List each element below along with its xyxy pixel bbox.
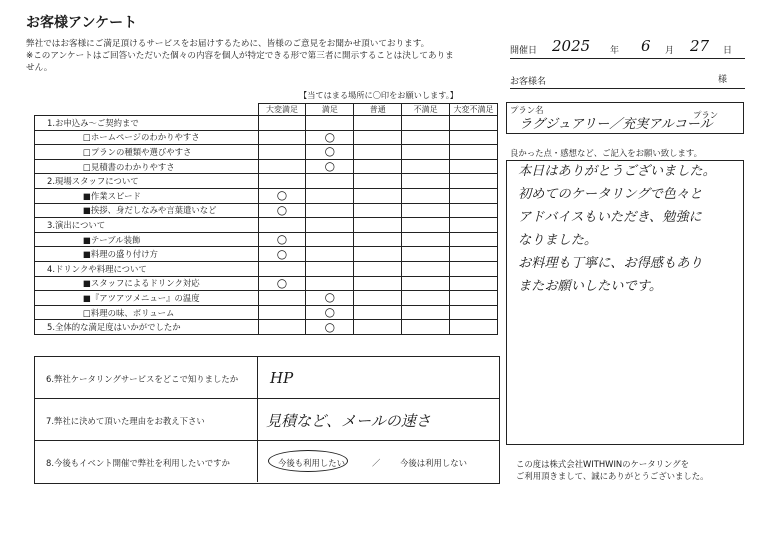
- rating-cell[interactable]: [354, 276, 402, 291]
- rating-cell[interactable]: [402, 320, 450, 335]
- comment-text: [510, 160, 740, 298]
- rating-cell[interactable]: [354, 232, 402, 247]
- rating-cell[interactable]: [402, 305, 450, 320]
- rating-cell[interactable]: [354, 291, 402, 306]
- rating-cell[interactable]: [402, 203, 450, 218]
- rating-cell[interactable]: [306, 232, 354, 247]
- comment-line: お料理も丁寧に、お得感もあり: [518, 256, 703, 271]
- comment-line: 本日はありがとうございました。: [518, 164, 716, 179]
- date-year: 2025: [552, 37, 591, 55]
- rating-row: [35, 261, 498, 276]
- rating-row: [35, 174, 498, 189]
- rating-cell[interactable]: [450, 174, 498, 189]
- rating-item-label: ■スタッフによるドリンク対応: [35, 276, 259, 291]
- circle-mark: ○: [324, 129, 336, 144]
- questions-row-line: [34, 440, 499, 441]
- rating-cell[interactable]: [306, 188, 354, 203]
- rating-cell[interactable]: [258, 116, 306, 131]
- rating-row: [35, 203, 498, 218]
- footer-line: この度は株式会社WITHWINのケータリングを: [516, 459, 690, 469]
- col-neutral: 普通: [354, 104, 402, 116]
- rating-cell[interactable]: [258, 276, 306, 291]
- date-day: 27: [690, 37, 710, 55]
- rating-item-label: ■『アツアツメニュー』の温度: [35, 291, 259, 306]
- questions-divider: [257, 356, 258, 482]
- rating-cell[interactable]: [258, 291, 306, 306]
- rating-cell[interactable]: [354, 159, 402, 174]
- rating-cell[interactable]: [354, 188, 402, 203]
- year-unit: 年: [610, 46, 620, 56]
- rating-section-label: 3.演出について: [35, 218, 259, 233]
- rating-item-label: □料理の味、ボリューム: [35, 305, 259, 320]
- col-dissatisfied: 不満足: [402, 104, 450, 116]
- option-yes[interactable]: 今後も利用したい: [278, 458, 345, 468]
- rating-cell[interactable]: [306, 145, 354, 160]
- rating-item-label: ■テーブル装飾: [35, 232, 259, 247]
- rating-cell[interactable]: [450, 305, 498, 320]
- rating-item-label: □ホームページのわかりやすさ: [35, 130, 259, 145]
- rating-cell[interactable]: [450, 320, 498, 335]
- question-8-label: 8.今後もイベント開催で弊社を利用したいですか: [46, 458, 230, 468]
- rating-cell[interactable]: [354, 218, 402, 233]
- rating-row: [35, 320, 498, 335]
- col-very-dissatisfied: 大変不満足: [450, 104, 498, 116]
- rating-cell[interactable]: [258, 320, 306, 335]
- rating-item-label: □見積書のわかりやすさ: [35, 159, 259, 174]
- rating-cell[interactable]: [354, 261, 402, 276]
- customer-honorific: 様: [718, 75, 728, 85]
- intro-text: [26, 38, 498, 74]
- rating-cell[interactable]: [306, 159, 354, 174]
- rating-cell[interactable]: [258, 188, 306, 203]
- rating-header-row: [35, 104, 498, 116]
- rating-notice: 【当てはまる場所に〇印をお願いします。】: [299, 90, 458, 100]
- rating-cell[interactable]: [450, 159, 498, 174]
- survey-title: お客様アンケート: [26, 15, 138, 31]
- rating-cell[interactable]: [258, 218, 306, 233]
- rating-cell[interactable]: [354, 305, 402, 320]
- question-7-answer: 見積など、メールの速さ: [266, 412, 431, 430]
- rating-row: [35, 218, 498, 233]
- comment-line: またお願いしたいです。: [518, 279, 663, 294]
- rating-section-label: 5.全体的な満足度はいかがでしたか: [35, 320, 259, 335]
- rating-row: [35, 145, 498, 160]
- rating-cell[interactable]: [354, 130, 402, 145]
- col-very-satisfied: 大変満足: [258, 104, 306, 116]
- rating-cell[interactable]: [306, 261, 354, 276]
- rating-row: [35, 188, 498, 203]
- footer-text: [516, 458, 708, 482]
- rating-cell[interactable]: [258, 232, 306, 247]
- rating-row: [35, 305, 498, 320]
- option-no[interactable]: 今後は利用しない: [400, 458, 467, 468]
- rating-cell[interactable]: [354, 116, 402, 131]
- circle-mark: ○: [276, 246, 288, 261]
- rating-row: [35, 291, 498, 306]
- rating-cell[interactable]: [450, 291, 498, 306]
- rating-cell[interactable]: [354, 145, 402, 160]
- circle-mark: ○: [324, 159, 336, 174]
- comment-line: なりました。: [518, 233, 598, 248]
- plan-label: プラン名: [510, 105, 544, 115]
- day-unit: 日: [723, 46, 733, 56]
- rating-cell[interactable]: [402, 218, 450, 233]
- intro-line: ※このアンケートはご回答いただいた個々の内容を個人が特定できる形で第三者に開示することは決してありま: [26, 51, 454, 61]
- rating-cell[interactable]: [258, 130, 306, 145]
- question-6-answer: HP: [270, 369, 294, 387]
- question-7-label: 7.弊社に決めて頂いた理由をお教え下さい: [46, 416, 205, 426]
- rating-cell[interactable]: [306, 218, 354, 233]
- event-date: [510, 38, 745, 58]
- rating-item-label: ■料理の盛り付け方: [35, 247, 259, 262]
- rating-cell[interactable]: [354, 320, 402, 335]
- plan-value: ラグジュアリー／充実アルコール: [519, 117, 713, 132]
- date-month: 6: [641, 37, 651, 55]
- circle-mark: ○: [276, 202, 288, 217]
- rating-item-label: □プランの種類や選びやすさ: [35, 145, 259, 160]
- footer-line: ご利用頂きまして、誠にありがとうございました。: [516, 471, 709, 481]
- comment-label: 良かった点・感想など、ご記入をお願い致します。: [510, 148, 702, 158]
- circle-mark: ○: [276, 188, 288, 203]
- rating-cell[interactable]: [450, 218, 498, 233]
- rating-cell[interactable]: [402, 291, 450, 306]
- circle-mark: ○: [324, 319, 336, 334]
- circle-mark: ○: [324, 144, 336, 159]
- rating-item-label: ■作業スピード: [35, 188, 259, 203]
- rating-cell[interactable]: [258, 261, 306, 276]
- col-satisfied: 満足: [306, 104, 354, 116]
- rating-cell[interactable]: [258, 159, 306, 174]
- rating-cell[interactable]: [402, 188, 450, 203]
- rating-table: [34, 103, 498, 335]
- rating-cell[interactable]: [354, 203, 402, 218]
- rating-row: [35, 247, 498, 262]
- rating-section-label: 2.現場スタッフについて: [35, 174, 259, 189]
- rating-cell[interactable]: [402, 145, 450, 160]
- rating-cell[interactable]: [450, 188, 498, 203]
- rating-cell[interactable]: [450, 145, 498, 160]
- questions-row-line: [34, 398, 499, 399]
- rating-cell[interactable]: [258, 174, 306, 189]
- comment-line: アドバイスもいただき、勉強に: [518, 210, 702, 225]
- rating-cell[interactable]: [450, 276, 498, 291]
- rating-section-label: 4.ドリンクや料理について: [35, 261, 259, 276]
- customer-label: お客様名: [510, 77, 547, 87]
- rating-cell[interactable]: [306, 320, 354, 335]
- rating-row: [35, 276, 498, 291]
- rating-cell[interactable]: [258, 247, 306, 262]
- date-underline: [510, 58, 745, 59]
- rating-cell[interactable]: [258, 203, 306, 218]
- rating-cell[interactable]: [450, 130, 498, 145]
- rating-cell[interactable]: [306, 276, 354, 291]
- rating-cell[interactable]: [402, 247, 450, 262]
- rating-cell[interactable]: [306, 203, 354, 218]
- customer-underline: [510, 88, 745, 89]
- rating-row: [35, 232, 498, 247]
- rating-cell[interactable]: [354, 247, 402, 262]
- rating-row: [35, 159, 498, 174]
- rating-cell[interactable]: [402, 174, 450, 189]
- plan-box: [506, 102, 744, 134]
- rating-cell[interactable]: [402, 159, 450, 174]
- intro-line: 弊社ではお客様にご満足頂けるサービスをお届けするために、皆様のご意見をお聞かせ頂いております。: [26, 39, 430, 49]
- plan-suffix: プラン: [693, 110, 719, 120]
- rating-cell[interactable]: [402, 276, 450, 291]
- circle-mark: ○: [276, 232, 288, 247]
- rating-cell[interactable]: [306, 174, 354, 189]
- rating-cell[interactable]: [450, 203, 498, 218]
- header-blank: [35, 104, 259, 116]
- rating-row: [35, 116, 498, 131]
- option-separator: ／: [372, 458, 381, 468]
- rating-cell[interactable]: [306, 291, 354, 306]
- intro-line: せん。: [26, 63, 53, 73]
- rating-cell[interactable]: [258, 305, 306, 320]
- circle-mark: ○: [276, 275, 288, 290]
- rating-cell[interactable]: [450, 261, 498, 276]
- rating-cell[interactable]: [402, 130, 450, 145]
- question-6-label: 6.弊社ケータリングサービスをどこで知りましたか: [46, 374, 239, 384]
- rating-cell[interactable]: [354, 174, 402, 189]
- rating-body: [35, 116, 498, 335]
- rating-item-label: ■挨拶、身だしなみや言葉遣いなど: [35, 203, 259, 218]
- rating-row: [35, 130, 498, 145]
- circle-mark: ○: [324, 290, 336, 305]
- circle-mark: ○: [324, 305, 336, 320]
- rating-cell[interactable]: [306, 130, 354, 145]
- rating-section-label: 1.お申込み～ご契約まで: [35, 116, 259, 131]
- rating-cell[interactable]: [306, 116, 354, 131]
- rating-cell[interactable]: [402, 261, 450, 276]
- rating-cell[interactable]: [306, 247, 354, 262]
- rating-cell[interactable]: [306, 305, 354, 320]
- month-unit: 月: [665, 46, 675, 56]
- comment-line: 初めてのケータリングで色々と: [518, 187, 703, 202]
- rating-cell[interactable]: [258, 145, 306, 160]
- rating-cell[interactable]: [450, 116, 498, 131]
- rating-cell[interactable]: [402, 116, 450, 131]
- date-label: 開催日: [510, 46, 538, 56]
- rating-cell[interactable]: [402, 232, 450, 247]
- rating-cell[interactable]: [450, 232, 498, 247]
- rating-cell[interactable]: [450, 247, 498, 262]
